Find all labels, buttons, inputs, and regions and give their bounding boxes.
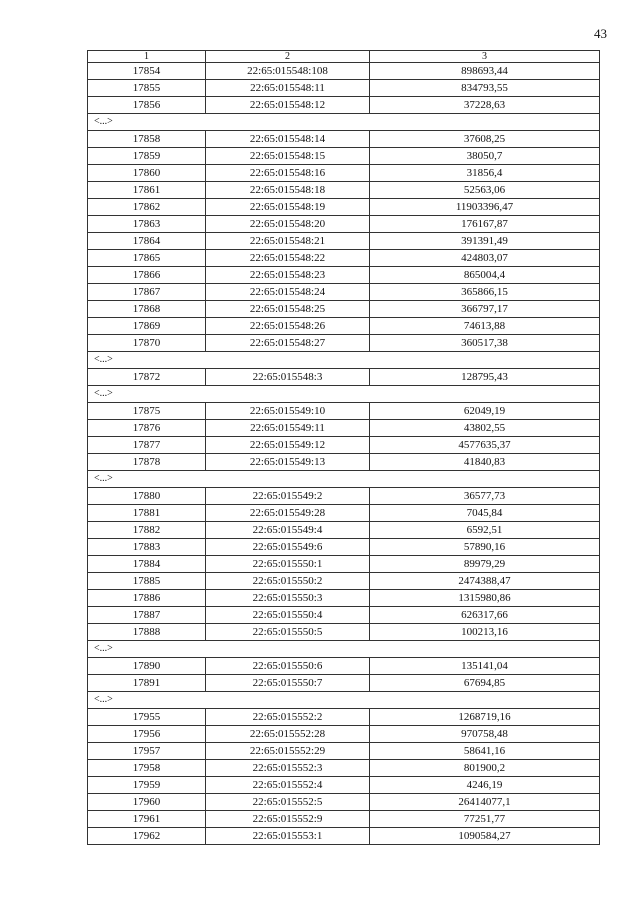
cadastral-number-cell: 22:65:015548:11 bbox=[206, 80, 370, 97]
value-cell: 67694,85 bbox=[370, 675, 600, 692]
row-number-cell: 17884 bbox=[88, 556, 206, 573]
row-number-cell: 17859 bbox=[88, 148, 206, 165]
cadastral-number-cell: 22:65:015548:12 bbox=[206, 97, 370, 114]
cadastral-number-cell: 22:65:015548:19 bbox=[206, 199, 370, 216]
table-row bbox=[88, 369, 600, 386]
cadastral-number-cell: 22:65:015553:1 bbox=[206, 828, 370, 845]
row-number-cell: 17856 bbox=[88, 97, 206, 114]
table-row bbox=[88, 233, 600, 250]
value-cell: 360517,38 bbox=[370, 335, 600, 352]
row-number-cell: 17959 bbox=[88, 777, 206, 794]
cadastral-number-cell: 22:65:015548:23 bbox=[206, 267, 370, 284]
row-number-cell: 17866 bbox=[88, 267, 206, 284]
row-number-cell: 17881 bbox=[88, 505, 206, 522]
value-cell: 834793,55 bbox=[370, 80, 600, 97]
table-row bbox=[88, 267, 600, 284]
value-cell: 801900,2 bbox=[370, 760, 600, 777]
value-cell: 38050,7 bbox=[370, 148, 600, 165]
cadastral-number-cell: 22:65:015549:11 bbox=[206, 420, 370, 437]
table-row bbox=[88, 216, 600, 233]
cadastral-number-cell: 22:65:015550:7 bbox=[206, 675, 370, 692]
row-number-cell: 17957 bbox=[88, 743, 206, 760]
cadastral-number-cell: 22:65:015550:5 bbox=[206, 624, 370, 641]
table-row bbox=[88, 811, 600, 828]
cadastral-number-cell: 22:65:015548:27 bbox=[206, 335, 370, 352]
row-number-cell: 17876 bbox=[88, 420, 206, 437]
cadastral-number-cell: 22:65:015552:9 bbox=[206, 811, 370, 828]
cadastral-number-cell: 22:65:015552:2 bbox=[206, 709, 370, 726]
value-cell: 89979,29 bbox=[370, 556, 600, 573]
value-cell: 176167,87 bbox=[370, 216, 600, 233]
table-body bbox=[88, 51, 600, 845]
omission-row bbox=[88, 471, 600, 488]
row-number-cell: 17890 bbox=[88, 658, 206, 675]
cadastral-number-cell: 22:65:015550:4 bbox=[206, 607, 370, 624]
value-cell: 1315980,86 bbox=[370, 590, 600, 607]
omission-row bbox=[88, 352, 600, 369]
value-cell: 77251,77 bbox=[370, 811, 600, 828]
row-number-cell: 17961 bbox=[88, 811, 206, 828]
value-cell: 100213,16 bbox=[370, 624, 600, 641]
cadastral-number-cell: 22:65:015549:10 bbox=[206, 403, 370, 420]
value-cell: 626317,66 bbox=[370, 607, 600, 624]
value-cell: 424803,07 bbox=[370, 250, 600, 267]
value-cell: 37228,63 bbox=[370, 97, 600, 114]
value-cell: 1090584,27 bbox=[370, 828, 600, 845]
table-row bbox=[88, 760, 600, 777]
table-row bbox=[88, 301, 600, 318]
row-number-cell: 17958 bbox=[88, 760, 206, 777]
value-cell: 4577635,37 bbox=[370, 437, 600, 454]
row-number-cell: 17885 bbox=[88, 573, 206, 590]
table-row bbox=[88, 454, 600, 471]
cadastral-number-cell: 22:65:015548:3 bbox=[206, 369, 370, 386]
table-row bbox=[88, 522, 600, 539]
table-header-row bbox=[88, 51, 600, 63]
table-row bbox=[88, 182, 600, 199]
cadastral-number-cell: 22:65:015548:21 bbox=[206, 233, 370, 250]
value-cell: 31856,4 bbox=[370, 165, 600, 182]
value-cell: 865004,4 bbox=[370, 267, 600, 284]
row-number-cell: 17854 bbox=[88, 63, 206, 80]
row-number-cell: 17882 bbox=[88, 522, 206, 539]
row-number-cell: 17887 bbox=[88, 607, 206, 624]
value-cell: 4246,19 bbox=[370, 777, 600, 794]
row-number-cell: 17865 bbox=[88, 250, 206, 267]
value-cell: 74613,88 bbox=[370, 318, 600, 335]
table-row bbox=[88, 607, 600, 624]
cadastral-number-cell: 22:65:015548:15 bbox=[206, 148, 370, 165]
column-header-3: 3 bbox=[370, 51, 600, 63]
row-number-cell: 17869 bbox=[88, 318, 206, 335]
cadastral-number-cell: 22:65:015552:4 bbox=[206, 777, 370, 794]
omission-marker: <...> bbox=[88, 352, 600, 369]
value-cell: 26414077,1 bbox=[370, 794, 600, 811]
table-row bbox=[88, 624, 600, 641]
value-cell: 366797,17 bbox=[370, 301, 600, 318]
cadastral-number-cell: 22:65:015548:22 bbox=[206, 250, 370, 267]
value-cell: 365866,15 bbox=[370, 284, 600, 301]
value-cell: 58641,16 bbox=[370, 743, 600, 760]
value-cell: 57890,16 bbox=[370, 539, 600, 556]
table-row bbox=[88, 590, 600, 607]
cadastral-number-cell: 22:65:015548:20 bbox=[206, 216, 370, 233]
table-row bbox=[88, 658, 600, 675]
cadastral-number-cell: 22:65:015552:5 bbox=[206, 794, 370, 811]
value-cell: 6592,51 bbox=[370, 522, 600, 539]
cadastral-value-table bbox=[87, 50, 600, 845]
cadastral-number-cell: 22:65:015549:28 bbox=[206, 505, 370, 522]
table-row bbox=[88, 828, 600, 845]
omission-marker: <...> bbox=[88, 692, 600, 709]
table-row bbox=[88, 420, 600, 437]
table-row bbox=[88, 743, 600, 760]
cadastral-number-cell: 22:65:015548:24 bbox=[206, 284, 370, 301]
value-cell: 2474388,47 bbox=[370, 573, 600, 590]
cadastral-number-cell: 22:65:015550:3 bbox=[206, 590, 370, 607]
row-number-cell: 17861 bbox=[88, 182, 206, 199]
row-number-cell: 17956 bbox=[88, 726, 206, 743]
row-number-cell: 17858 bbox=[88, 131, 206, 148]
cadastral-number-cell: 22:65:015548:14 bbox=[206, 131, 370, 148]
row-number-cell: 17870 bbox=[88, 335, 206, 352]
row-number-cell: 17877 bbox=[88, 437, 206, 454]
cadastral-number-cell: 22:65:015548:26 bbox=[206, 318, 370, 335]
value-cell: 898693,44 bbox=[370, 63, 600, 80]
table-row bbox=[88, 556, 600, 573]
row-number-cell: 17875 bbox=[88, 403, 206, 420]
table-row bbox=[88, 148, 600, 165]
omission-row bbox=[88, 641, 600, 658]
row-number-cell: 17891 bbox=[88, 675, 206, 692]
value-cell: 37608,25 bbox=[370, 131, 600, 148]
table-row bbox=[88, 709, 600, 726]
cadastral-number-cell: 22:65:015550:2 bbox=[206, 573, 370, 590]
table-row bbox=[88, 97, 600, 114]
row-number-cell: 17863 bbox=[88, 216, 206, 233]
row-number-cell: 17867 bbox=[88, 284, 206, 301]
row-number-cell: 17878 bbox=[88, 454, 206, 471]
omission-marker: <...> bbox=[88, 471, 600, 488]
row-number-cell: 17868 bbox=[88, 301, 206, 318]
table-row bbox=[88, 284, 600, 301]
omission-row bbox=[88, 386, 600, 403]
table-row bbox=[88, 165, 600, 182]
table-row bbox=[88, 199, 600, 216]
cadastral-number-cell: 22:65:015549:2 bbox=[206, 488, 370, 505]
table-row bbox=[88, 488, 600, 505]
value-cell: 11903396,47 bbox=[370, 199, 600, 216]
table-row bbox=[88, 318, 600, 335]
value-cell: 52563,06 bbox=[370, 182, 600, 199]
cadastral-number-cell: 22:65:015550:6 bbox=[206, 658, 370, 675]
value-cell: 970758,48 bbox=[370, 726, 600, 743]
table-row bbox=[88, 777, 600, 794]
value-cell: 43802,55 bbox=[370, 420, 600, 437]
omission-row bbox=[88, 692, 600, 709]
row-number-cell: 17960 bbox=[88, 794, 206, 811]
row-number-cell: 17962 bbox=[88, 828, 206, 845]
cadastral-number-cell: 22:65:015548:25 bbox=[206, 301, 370, 318]
value-cell: 62049,19 bbox=[370, 403, 600, 420]
row-number-cell: 17860 bbox=[88, 165, 206, 182]
table-row bbox=[88, 726, 600, 743]
column-header-2: 2 bbox=[206, 51, 370, 63]
table-row bbox=[88, 63, 600, 80]
table-row bbox=[88, 80, 600, 97]
page-number: 43 bbox=[594, 26, 607, 41]
table-row bbox=[88, 250, 600, 267]
value-cell: 128795,43 bbox=[370, 369, 600, 386]
row-number-cell: 17888 bbox=[88, 624, 206, 641]
cadastral-number-cell: 22:65:015552:29 bbox=[206, 743, 370, 760]
row-number-cell: 17855 bbox=[88, 80, 206, 97]
value-cell: 7045,84 bbox=[370, 505, 600, 522]
value-cell: 1268719,16 bbox=[370, 709, 600, 726]
value-cell: 41840,83 bbox=[370, 454, 600, 471]
row-number-cell: 17862 bbox=[88, 199, 206, 216]
cadastral-number-cell: 22:65:015548:18 bbox=[206, 182, 370, 199]
row-number-cell: 17872 bbox=[88, 369, 206, 386]
table-row bbox=[88, 437, 600, 454]
column-header-1: 1 bbox=[88, 51, 206, 63]
table-row bbox=[88, 335, 600, 352]
table-row bbox=[88, 573, 600, 590]
table-row bbox=[88, 675, 600, 692]
row-number-cell: 17955 bbox=[88, 709, 206, 726]
table-row bbox=[88, 539, 600, 556]
cadastral-number-cell: 22:65:015552:28 bbox=[206, 726, 370, 743]
cadastral-number-cell: 22:65:015548:16 bbox=[206, 165, 370, 182]
omission-marker: <...> bbox=[88, 114, 600, 131]
table-row bbox=[88, 505, 600, 522]
cadastral-number-cell: 22:65:015549:6 bbox=[206, 539, 370, 556]
value-cell: 135141,04 bbox=[370, 658, 600, 675]
row-number-cell: 17886 bbox=[88, 590, 206, 607]
cadastral-number-cell: 22:65:015549:12 bbox=[206, 437, 370, 454]
value-cell: 391391,49 bbox=[370, 233, 600, 250]
cadastral-number-cell: 22:65:015550:1 bbox=[206, 556, 370, 573]
table-row bbox=[88, 403, 600, 420]
table-row bbox=[88, 794, 600, 811]
omission-marker: <...> bbox=[88, 641, 600, 658]
cadastral-number-cell: 22:65:015548:108 bbox=[206, 63, 370, 80]
value-cell: 36577,73 bbox=[370, 488, 600, 505]
row-number-cell: 17880 bbox=[88, 488, 206, 505]
cadastral-number-cell: 22:65:015549:13 bbox=[206, 454, 370, 471]
cadastral-number-cell: 22:65:015549:4 bbox=[206, 522, 370, 539]
table-row bbox=[88, 131, 600, 148]
cadastral-number-cell: 22:65:015552:3 bbox=[206, 760, 370, 777]
row-number-cell: 17864 bbox=[88, 233, 206, 250]
row-number-cell: 17883 bbox=[88, 539, 206, 556]
omission-marker: <...> bbox=[88, 386, 600, 403]
omission-row bbox=[88, 114, 600, 131]
